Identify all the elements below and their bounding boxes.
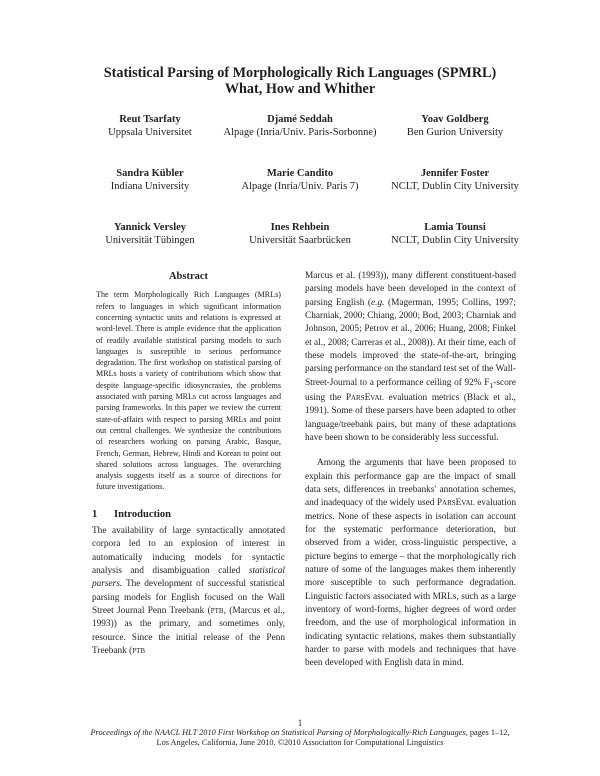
author-row [90, 113, 520, 167]
body-text: The development of successful statistical parsing models for English focused on the Wall Street Journal Penn Treebank ( [92, 579, 285, 617]
author-affiliation: Universität Tübingen [105, 235, 195, 246]
author-name: Marie Candito [266, 168, 334, 179]
author-name: Jennifer Foster [420, 168, 490, 179]
author [90, 113, 210, 167]
abstract-text: The term Morphologically Rich Languages (MRLs) refers to languages in which significant information concerning syntactic units and relations is expressed at word-level. There is ample evidence that the application of readily available statistical parsing models to such languages is susceptible to serious performance degradation. The first workshop on statistical parsing of MRLs hosts a variety of contributions which show that despite language-specific idiosyncrasies, the problems associated with parsing MRLs cut across languages and parsing frameworks. In this paper we review the current state-of-affairs with respect to parsing MRLs and point out central challenges. We synthesize the contributions of researchers working on parsing Arabic, Basque, French, German, Hebrew, Hindi and Korean to point out shared solutions across languages. The overarching analysis suggests itself as a source of directions for future investigations. [96, 290, 281, 492]
metric-parseval: ParsEval [345, 392, 384, 403]
author [210, 113, 390, 167]
body-text: Among the arguments that have been proposed to explain this performance gap are the impact of small data sets, differences in treebanks' annotation schemes, and inadequacy of the widely used [305, 458, 516, 509]
right-column [305, 270, 516, 671]
title-line-1: Statistical Parsing of Morphologically Rich Languages (SPMRL) [103, 65, 497, 81]
emphasis-text: statistical parsers. [92, 566, 285, 590]
author-affiliation: Universität Saarbrücken [249, 235, 351, 246]
section-number: 1 [92, 508, 98, 520]
author [390, 167, 520, 221]
emphasis-text: e.g. [371, 297, 385, 308]
author [90, 167, 210, 221]
abstract-heading: Abstract [168, 271, 209, 282]
author-name: Sandra Kübler [116, 168, 184, 179]
section-title: Introduction [114, 508, 171, 520]
body-text: Marcus et al. (1993)), many different constituent-based parsing models have been developed in the context of parsing English ( [305, 271, 516, 308]
section-heading [92, 508, 285, 521]
author [390, 113, 520, 167]
author-name: Lamia Tounsi [424, 222, 486, 233]
intro-paragraph-1 [92, 525, 285, 658]
author-name: Reut Tsarfaty [119, 114, 181, 125]
acronym-ptb: ptb [210, 606, 224, 617]
author [210, 221, 390, 275]
author-block [90, 113, 520, 275]
body-text: -score using the [305, 377, 516, 403]
body-text: The availability of large syntactically annotated corpora led to an explosion of interest in automatically inducing models for syntactic analysis and disambiguation called [92, 526, 285, 577]
acronym-ptb: ptb [132, 646, 146, 657]
author-name: Yannick Versley [113, 222, 187, 233]
author-affiliation: Alpage (Inria/Univ. Paris 7) [241, 181, 359, 192]
body-text: (Magerman, 1995; Collins, 1997; Charniak, 2000; Chiang, 2000; Bod, 2003; Charniak and Johnson, 2005; Petrov et al., 2006; Huang, 2008; Finkel et al., 2008; Carreras et al., 2008)). At their time, each of these models improved the state-of-the-art, bringing parsing performance on the standard test set of the Wall-Street-Journal to a performance ceiling of 92% F [305, 297, 516, 388]
body-text: , (Marcus et al., 1993)) as the primary, and sometimes only, resource. Since the initial release of the Penn Treebank ( [92, 606, 285, 657]
author-name: Djamé Seddah [267, 114, 333, 125]
author-row [90, 167, 520, 221]
paper-title [0, 65, 600, 97]
footer-pages: , pages 1–12, [465, 728, 510, 737]
title-line-2: What, How and Whither [224, 81, 376, 97]
body-text: evaluation metrics (Black et al., 1991). Some of these parsers have been adapted to other language/treebank pairs, but many of these adaptations have been shown to be considerably less successful. [305, 392, 516, 443]
body-text: evaluation metrics. None of these aspects in isolation can account for the systematic performance deterioration, but observed from a wider, cross-linguistic perspective, a picture begins to emerge – that the morphologically rich nature of some of the languages makes them inherently more susceptible to such performance degradation. Linguistic factors associated with MRLs, such as a large inventory of word-forms, higher degrees of word order freedom, and the use of morphological information in indicating syntactic relations, makes them substantially harder to parse with models and techniques that have been developed with English data in mind. [305, 498, 516, 669]
author [390, 221, 520, 275]
author-affiliation: NCLT, Dublin City University [391, 181, 519, 192]
author [90, 221, 210, 275]
author-affiliation: Ben Gurion University [406, 127, 504, 138]
author-row [90, 221, 520, 275]
metric-parseval: ParsEval [436, 498, 475, 509]
subscript: 1 [489, 380, 494, 390]
page-number: 1 [297, 718, 303, 728]
author-name: Ines Rehbein [270, 222, 330, 233]
left-column [92, 270, 285, 658]
author-affiliation: NCLT, Dublin City University [391, 235, 519, 246]
intro-paragraph-1-continued [305, 270, 516, 671]
footer-location: Los Angeles, California, June 2010. ©2010 Association for Computational Linguistics [156, 738, 444, 747]
author-affiliation: Alpage (Inria/Univ. Paris-Sorbonne) [223, 127, 377, 138]
intro-paragraph-2 [305, 457, 516, 671]
author-affiliation: Uppsala Universitet [108, 127, 192, 138]
footer-venue: Proceedings of the NAACL HLT 2010 First Workshop on Statistical Parsing of Morphologically-Rich Languages [90, 728, 466, 737]
author-affiliation: Indiana University [110, 181, 190, 192]
proceedings-footer [0, 728, 600, 748]
author-name: Yoav Goldberg [421, 114, 489, 125]
author [210, 167, 390, 221]
